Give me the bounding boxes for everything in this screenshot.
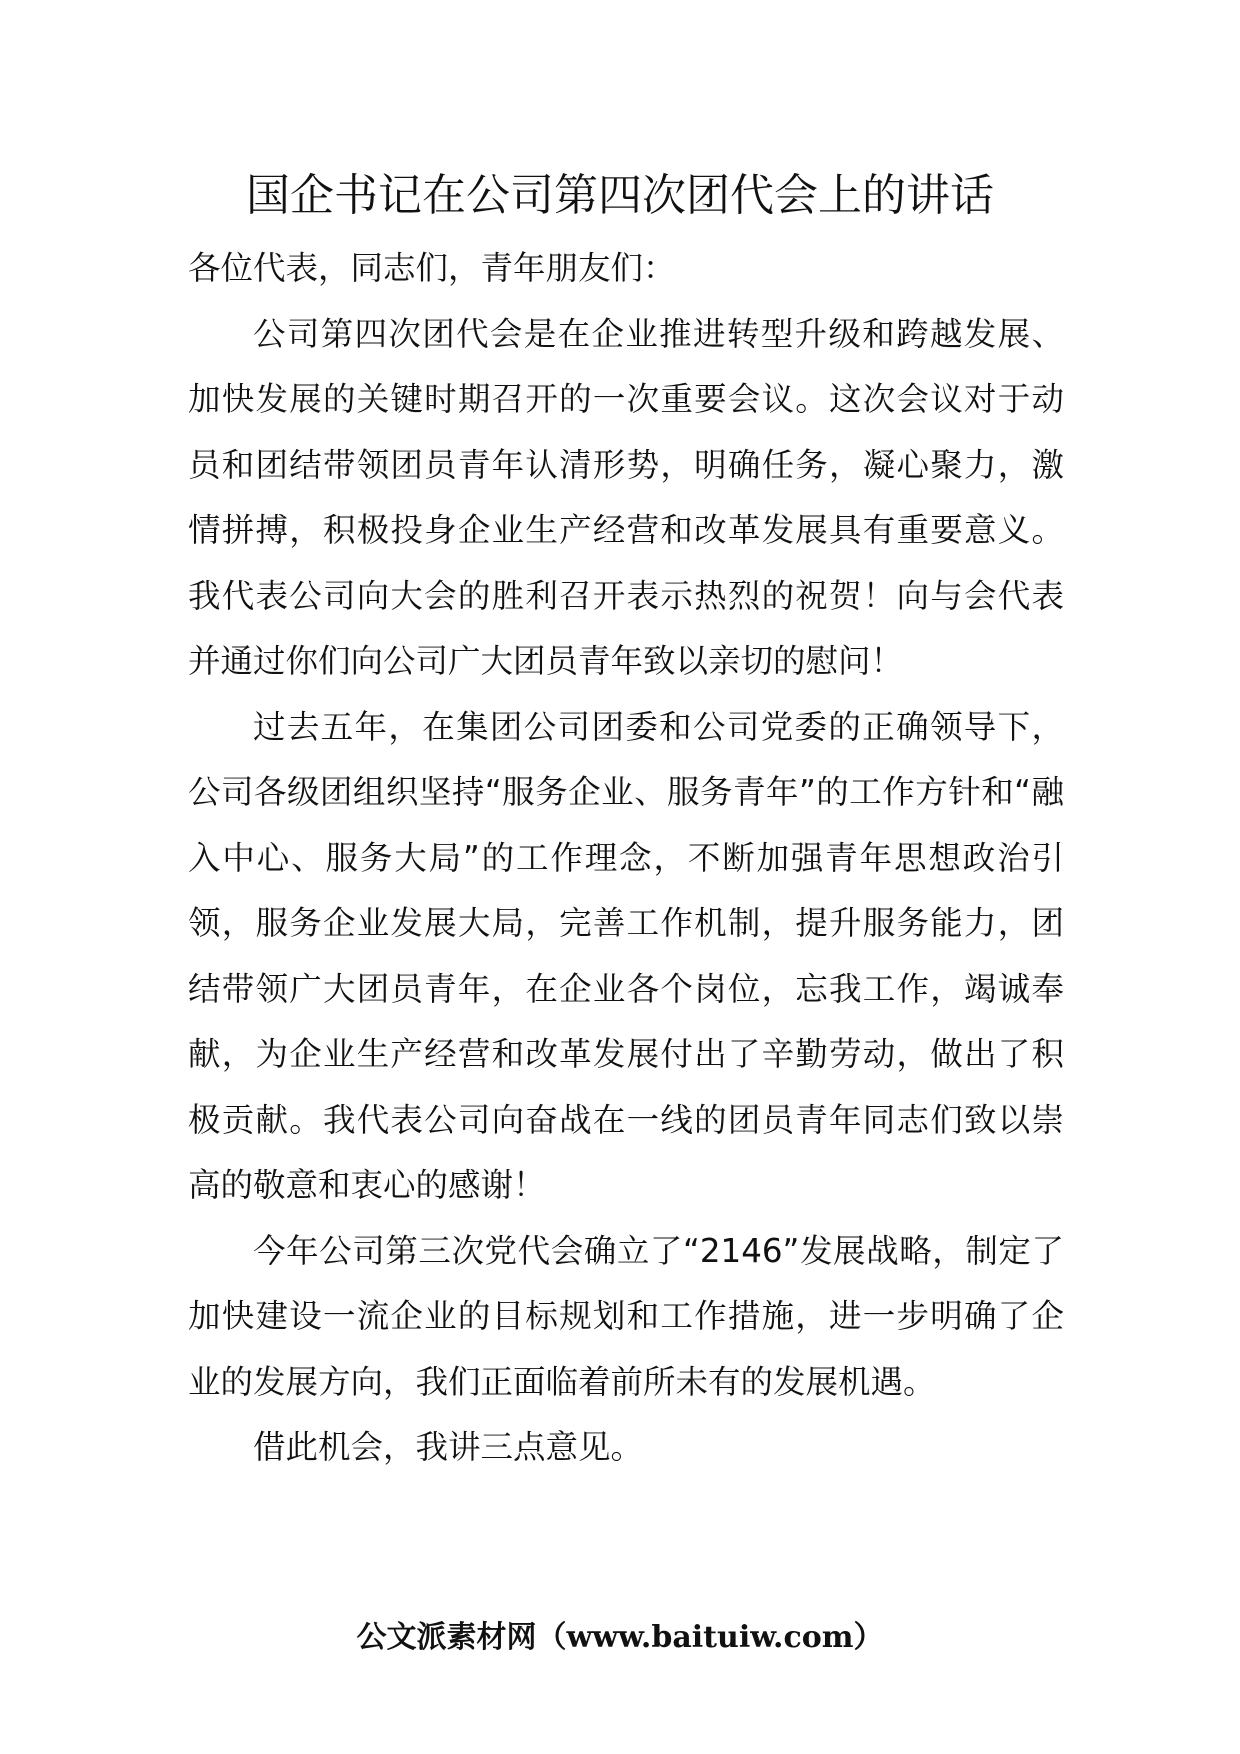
document-title: 国企书记在公司第四次团代会上的讲话 bbox=[246, 170, 994, 221]
paragraph-2: 过去五年，在集团公司团委和公司党委的正确领导下，公司各级团组织坚持“服务企业、服务青年”的工作方针和“融入中心、服务大局”的工作理念，不断加强青年思想政治引领，服务企业发展大局，完善工作机制，提升服务能力，团结带领广大团员青年，在企业各个岗位，忘我工作，竭诚奉献，为企业生产经营和改革发展付出了辛勤劳动，做出了积极贡献。我代表公司向奋战在一线的团员青年同志们致以崇高的敬意和衷心的感谢！ bbox=[188, 707, 1064, 1204]
paragraph-4: 借此机会，我讲三点意见。 bbox=[253, 1428, 644, 1466]
salutation: 各位代表，同志们，青年朋友们： bbox=[188, 249, 676, 287]
paragraph-3: 今年公司第三次党代会确立了“2146”发展战略，制定了加快建设一流企业的目标规划和工作措施，进一步明确了企业的发展方向，我们正面临着前所未有的发展机遇。 bbox=[188, 1231, 1064, 1401]
paragraph-1: 公司第四次团代会是在企业推进转型升级和跨越发展、加快发展的关键时期召开的一次重要会议。这次会议对于动员和团结带领团员青年认清形势，明确任务，凝心聚力，激情拼搏，积极投身企业生产经营和改革发展具有重要意义。我代表公司向大会的胜利召开表示热烈的祝贺！向与会代表并通过你们向公司广大团员青年致以亲切的慰问！ bbox=[188, 314, 1064, 680]
document-body bbox=[188, 236, 1064, 1481]
footer-watermark: 公文派素材网（www.baituiw.com） bbox=[356, 1620, 884, 1655]
